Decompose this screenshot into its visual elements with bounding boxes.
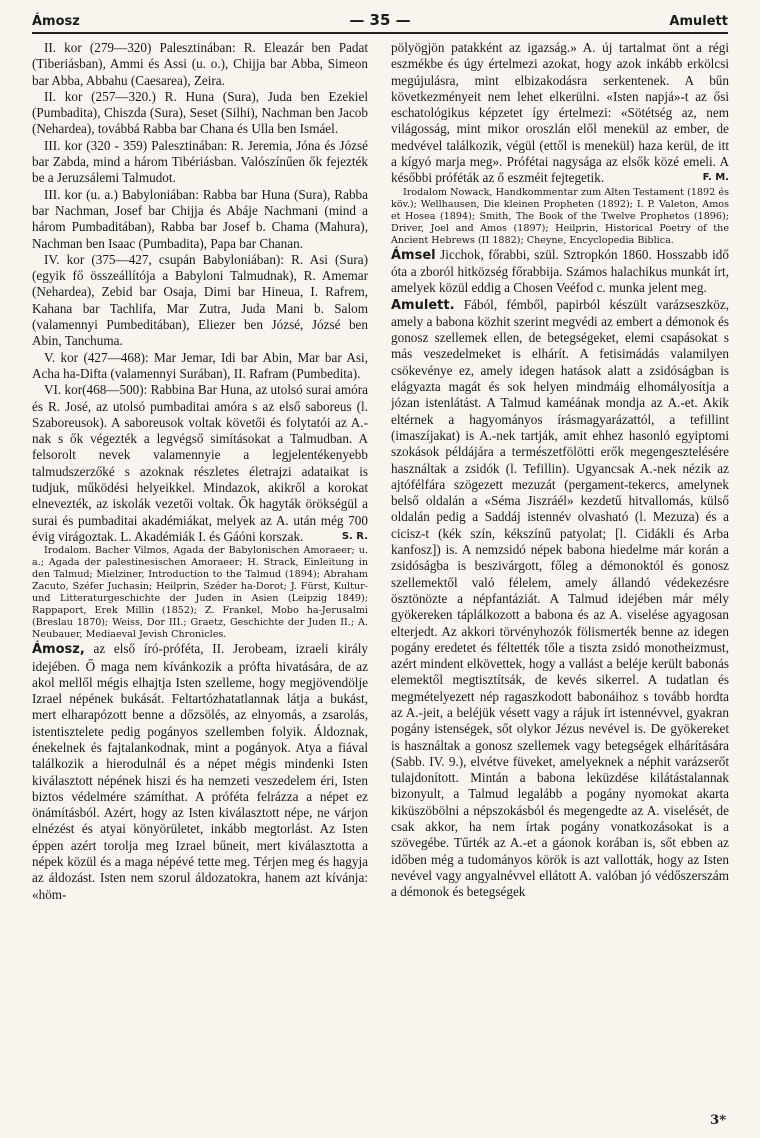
header-left-term: Ámosz (32, 14, 80, 29)
entry-headword: Ámosz, (32, 642, 85, 658)
entry-amsel (391, 247, 729, 297)
paragraph: II. kor (279—320) Palesztinában: R. Eleazár ben Padat (Tiberiásban), Ammi és Assi (u. o.), Chijja bar Abba, Simeon bar Abba, Abbahu (Caesarea), Zeira. (32, 40, 368, 88)
paragraph: II. kor (257—320.) R. Huna (Sura), Juda ben Ezekiel (Pumbadita), Chiszda (Sura), Seset (Silhi), Nachman ben Jacob (Nehardea), továbbá Rabba bar Chana és Ulla ben Ismáel. (32, 88, 368, 137)
paragraph-text: pölyögjön patakként az igazság.» A. új tartalmat önt a régi eszmékbe és úgy értelmezi azokat, hogy azok inkább erkölcsi megújulásra, mint elbizakodásra serkentenek. A bűn következményeit nem lehet elkerülni. «Isten napjá»-t az ősi eschatológikus képzetet így értelmezi: «Sötétség az, nem világosság, mint mikor oroszlán elől menekül az ember, de medvével találkozik, végül (ettől is menekül) haza kerül, de itt a kígyó marja meg». Prófétai nagysága az elsők közé emeli. A későbbi próféták az ő eszméit fejtegetik. (391, 40, 729, 186)
paragraph-text: VI. kor(468—500): Rabbina Bar Huna, az utolsó surai amóra és R. José, az utolsó pumbaditai amóra s az első saboreus (l. Szaboreusok). A saboreusok voltak követői és folytatói az A.-nak s ők végezték a legvégső simításokat a Talmudban. A felsorolt nevek valamennyie a legjelentékenyebb talmudszerzőké s azoknak részletes életrajzi adataikat is tudjuk, működési helyeikkel. Mindazok, akikről a korokat elnevezték, az iskolák vezetői voltak. Ők hagyták örökségül a surai és pumbaditai akadémiákat, melyek az A. után még 700 évig virágoztak. L. Akadémiák I. és Gáóni korszak. (32, 382, 368, 544)
page-header (32, 8, 728, 34)
entry-body: Fából, fémből, papirból készült varázseszköz, amely a babona közhit szerint megvédi az embert a démonok és gonosz szellemek ellen, de betegségeket, elemi csapásokat s más veszedelmeket is elhárít. A fetisimádás valamilyen csökevénye ez, amely idegen hatások alatt a zsidóságban is elágyazta magát és sok helyen mindmáig elhomályosítja a józan istenlátást. A Talmud kaméának mondja az A.-et. Akik eltérnek a hagyományos írásmagyarázattól, a tefillint (imaszíjakat) is A.-nek tartják, amit ehhez hasonló egyiptomi szokások példájára a természetfölötti erők megengesztelésére használtak a zsidók (l. Tefillin). Ugyancsak A.-nek nézik az ajtófélfára szögezett mezuzát (pergament-tekercs, amelynek belső oldalán a «Séma Jiszráél» kezdetű hitvallomás, külső oldalán pedig a Saddáj istennév olvasható (l. Mezuza) és a cicisz-t (kék szín, kékszínű patyolat; [l. Cidákli és Arba kanfosz]) is. A nemzsidó népek babona hiedelme már korán a zsidóságba is beszivárgott, főleg a démonoktól és gonosz szellemektől való félelem, amely állandó védekezésre ösztönözte a népfantáziát. A Talmud idejében már mély gyökereken táplálkozott a babona és az A. viselése agyagosan elterjedt. Az akkori törvényhozók fölismerték benne az idegen pogány eredetet és féltették tőle a tiszta zsidó monotheizmust, azért mindent elkövettek, hogy a vallást a beléje került babonás elemektől megtisztítsák, de kevés sikerrel. A tudatlan és megmételyezett nép ragaszkodott babonáihoz s tovább hordta az A.-jeit, a beléjük vésett vagy a rájuk írt istennévvel, gyakran pogány istenségek, sőt olykor Jézus nevével is. De gyökereket is használtak a gonosz szellemek vagy betegségek elhárítására (Sabb. IV. 9.), elvétve füveket, amelyeknek a néphit varázserőt tulajdonított. Mintán a babona leküzdése kilátástalannak bizonyult, a Talmud legalább a pogány nyomokat akarta kiküszöbölni a népszokásból és megengedte az A. viselését, de csak akkor, ha nem írtak pogány vonatkozásokat is a szövegébe. Tűrték az A.-et a gáonok korában is, sőt ebben az időben még a tudományos körök is azt vallották, hogy az Isten nevével vagy angyalnévvel ellátott A. valóban jó védőszerszám a démonok és betegségek (391, 296, 729, 900)
author-signature: F. M. (702, 172, 729, 184)
paragraph: V. kor (427—468): Mar Jemar, Idi bar Abin, Mar bar Asi, Acha ha-Difta (valamennyi Surában), II. Rafram (Pumbedita). (32, 349, 368, 381)
paragraph: III. kor (320 - 359) Palesztinában: R. Jeremia, Jóna és Józsé bar Zabda, mind a három Tibériásban. Valószínűen ők fejezték be a Jeruzsálemi Talmudot. (32, 137, 368, 186)
entry-headword: Amulett. (391, 297, 455, 313)
entry-headword: Ámsel (391, 247, 436, 263)
author-signature: S. R. (341, 530, 368, 542)
right-column (391, 40, 729, 1100)
entry-amulett (391, 297, 729, 901)
bibliography: Irodalom Nowack, Handkommentar zum Alten Testament (1892 és köv.); Wellhausen, Die kleinen Propheten (1892); I. P. Valeton, Amos et Hosea (1894); Smith, The Book of the Twelve Prophetos (1896); Driver, Joel and Amos (1897); Heilprin, Historical Poetry of the Ancient Hebrews (II 1882); Cheyne, Encyclopedia Biblica. (391, 186, 729, 246)
paragraph (391, 40, 729, 187)
page-number: — 35 — (349, 11, 411, 29)
bibliography: Irodalom. Bacher Vilmos, Agada der Babylonischen Amoraeer; u. a.; Agada der palestinesischen Amoraeer; H. Strack, Einleitung in den Talmud; Mielziner, Introduction to the Talmud (1894); Abraham Zacuto, Széfer Juchasin; Heilprin, Széder ha-Dorot; J. Fürst, Kultur- und Litteraturgeschichte der Juden in Asien (Leipzig 1849); Rappaport, Erek Millin (1852); Z. Frankel, Mobo ha-Jerusalmi (Breslau 1870); Weiss, Dor III.; Graetz, Geschichte der Juden II.; A. Neubauer, Mediaeval Jevish Chronicles. (32, 545, 368, 641)
entry-body: az első író-próféta, II. Jerobeam, izraeli király idejében. Ő maga nem kívánkozik a prófta hivatására, de az akol mellől mégis elhajtja Isten szelleme, hogy megjövendölje Izrael népének bukását. Feltartózhatatlannak látja a bukást, mert elharapózott benne a dőzsölés, az elnyomás, a zsarolás, istentisztelete pedig pogányos szellemben folyik. Áldoznak, énekelnek és fajtalankodnak, mint a pogányok. Atya a fiával találkozik a hierodulnál és a népet mégis mindenki Isten kiválasztott népének hiszi és ha nemzeti veszedelem éri, Isten biztos védelmére számíthat. A próféta felrázza a népet ez önámításból. Azért, hogy az Isten kiválasztott népe, ne várjon elnézést és atyai könyörületet, inkább megtorlást. Az Isten éppen azért torolja meg Izrael bűneit, mert kiválasztotta a népek közül és a maga népévé tette meg. Térjen meg és hagyja az áldozást. Isten nem szorul áldozatokra, hanem azt kívánja: «höm- (32, 641, 368, 902)
paragraph: IV. kor (375—427, csupán Babyloniában): R. Asi (Sura) (egyik fő összeállítója a Babyloni Talmudnak), R. Amemar (Nehardea), Zebid bar Osaja, Dimi bar Hineua, I. Rafrem, Kahana bar Tachlifa, Mar Zutra, Juda Mani b. Salom (valamennyi Pumbeditában), Eliezer ben Józsé, Józsé ben Abin, Tanchuma. (32, 251, 368, 349)
signature-mark: 3* (710, 1113, 726, 1128)
left-column (32, 40, 368, 1100)
entry-body: Jicchok, főrabbi, szül. Sztropkón 1860. Hosszabb idő óta a zboról hitközség főrabbija. Számos halachikus munkát írt, amelyek közül eddig a Chosen Veéfod c. munka jelent meg. (391, 246, 729, 296)
paragraph (32, 382, 368, 545)
header-right-term: Amulett (669, 14, 728, 29)
entry-amosz (32, 641, 368, 903)
paragraph: III. kor (u. a.) Babyloniában: Rabba bar Huna (Sura), Rabba bar Nachman, Josef bar Chijja és Abáje Nachmani (mind a három Pumbaditában), Rabba bar Josef b. Chama (Mahura), Nachman ben Isaac (Pumbadita), Papa bar Chanan. (32, 186, 368, 251)
